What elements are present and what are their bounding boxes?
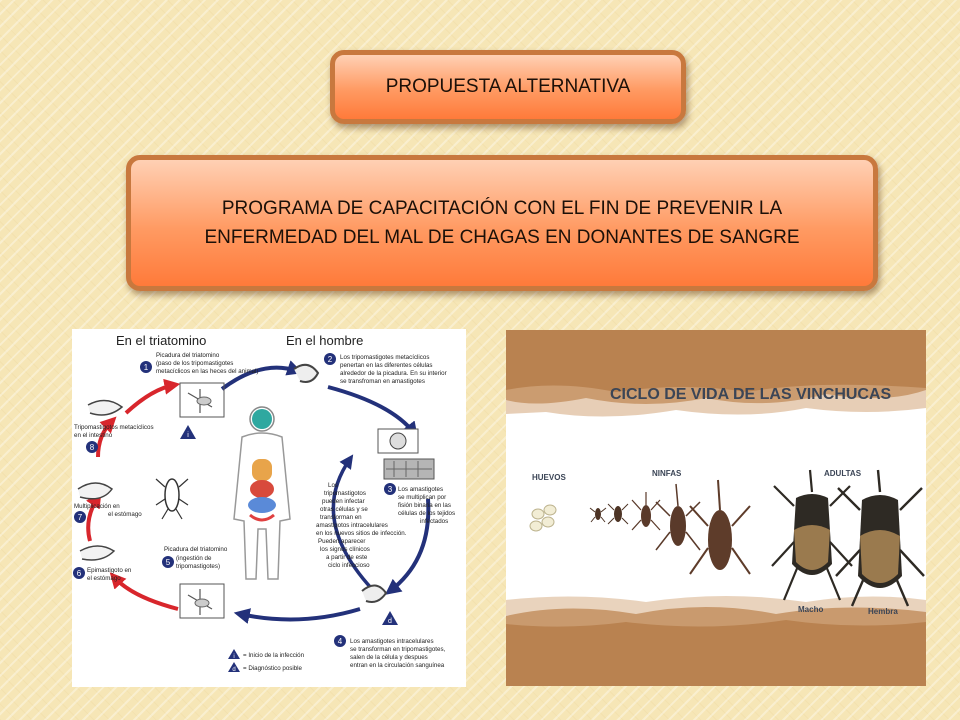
adult-female (836, 470, 924, 606)
stage-3-image (378, 429, 434, 479)
arrow-2-3 (328, 387, 414, 433)
eggs-illustration (530, 505, 556, 531)
arrow-4-5 (240, 609, 360, 619)
subtitle-box (126, 155, 878, 291)
triatomine-bug-illustration (156, 479, 188, 519)
label-male: Macho (798, 605, 824, 614)
step-number-2 (324, 353, 336, 365)
svg-text:= Diagnóstico posible: = Diagnóstico posible (243, 665, 302, 672)
label-nymphs: NINFAS (652, 469, 682, 478)
step-4-text: Los amastigotes intracelulares se transforman en tripomastigotes, salen de la célula y despues entran en la circulación sanguínea (350, 638, 446, 669)
svg-text:8: 8 (89, 443, 95, 452)
nymph-5 (690, 480, 750, 574)
step-number-3 (384, 483, 396, 495)
step-8-text: Tripomastigotos metacíclicos en el intestino (74, 424, 154, 439)
parasite-stage-7 (78, 483, 112, 499)
svg-text:d: d (232, 667, 236, 673)
svg-text:d: d (388, 618, 392, 625)
step-number-1 (140, 361, 152, 373)
svg-text:3: 3 (387, 485, 393, 494)
step-number-5 (162, 556, 174, 568)
human-figure-illustration (234, 407, 290, 579)
arrow-5-6 (114, 577, 178, 609)
parasite-stage-2 (294, 365, 318, 382)
svg-text:7: 7 (77, 513, 83, 522)
legend-diagnosis (228, 662, 303, 673)
stage-5-image (180, 584, 224, 618)
step-3-text: Los amastigotes se multiplican por fisión binaria en las células de los tejidos infectados (398, 486, 456, 525)
header-human: En el hombre (286, 333, 364, 348)
subtitle-line-2: ENFERMEDAD DEL MAL DE CHAGAS EN DONANTES DE SANGRE (204, 227, 800, 248)
slide-subtitle (204, 194, 799, 253)
arrow-8-1 (126, 385, 174, 413)
chagas-cycle-svg (72, 329, 466, 687)
svg-text:1: 1 (143, 363, 149, 372)
label-adults: ADULTAS (824, 469, 862, 478)
svg-text:6: 6 (76, 569, 82, 578)
svg-text:5: 5 (165, 558, 171, 567)
parasite-stage-6 (80, 546, 114, 560)
vinchuca-lifecycle-svg (506, 330, 926, 686)
legend (228, 649, 305, 673)
label-female: Hembra (868, 607, 898, 616)
step-5-text: Picadura del triatomino (ingestión de tripomastigotes) (164, 546, 228, 570)
slide-title: PROPUESTA ALTERNATIVA (385, 76, 631, 97)
subtitle-line-1: PROGRAMA DE CAPACITACIÓN CON EL FIN DE PREVENIR LA (221, 197, 783, 219)
parasite-stage-4 (362, 585, 386, 602)
chagas-cycle-diagram (72, 329, 466, 687)
title-box (330, 50, 686, 124)
svg-text:= Inicio de la infección: = Inicio de la infección (243, 652, 305, 659)
svg-text:4: 4 (337, 637, 343, 646)
infection-start-marker (180, 425, 196, 439)
stage-1-image (180, 383, 224, 417)
svg-text:i: i (187, 432, 189, 439)
header-triatomine: En el triatomino (116, 333, 207, 348)
step-number-7 (74, 511, 86, 523)
nymph-1 (590, 508, 606, 522)
vinchuca-lifecycle-panel (506, 330, 926, 686)
diagnosis-marker (382, 611, 398, 625)
step-2-text: Los tripomastigotes metacíclicos penertan en las diferentes células alrededor de la picadura. En su interior se transfroman en amastigotes (340, 354, 447, 385)
step-number-4 (334, 635, 346, 647)
vinchuca-title: CICLO DE VIDA DE LAS VINCHUCAS (610, 386, 892, 403)
nymph-3 (632, 492, 660, 530)
parasite-stage-8 (88, 400, 122, 415)
step-number-8 (86, 441, 98, 453)
svg-text:i: i (233, 654, 235, 660)
nymph-4 (656, 484, 700, 550)
svg-text:2: 2 (327, 355, 333, 364)
step-7-text: Multiplicación en el estómago (74, 503, 142, 518)
label-eggs: HUEVOS (532, 473, 566, 482)
step-6-text: Epimastigoto en el estómago (87, 567, 132, 582)
legend-infection-start (228, 649, 305, 660)
step-1-text: Picadura del triatomino (paso de los tripomastigotes metacíclicos en las heces del animal) (156, 352, 259, 375)
nymph-2 (608, 504, 628, 524)
reinfection-note: Los tripomastigotos pueden infectar otras células y se transforman en amastigotos intracelulares en los nuevos sitios de infección. Pueden aparecer los signos clínicos a partir de este ciclo infeccioso (316, 482, 407, 569)
step-number-6 (73, 567, 85, 579)
